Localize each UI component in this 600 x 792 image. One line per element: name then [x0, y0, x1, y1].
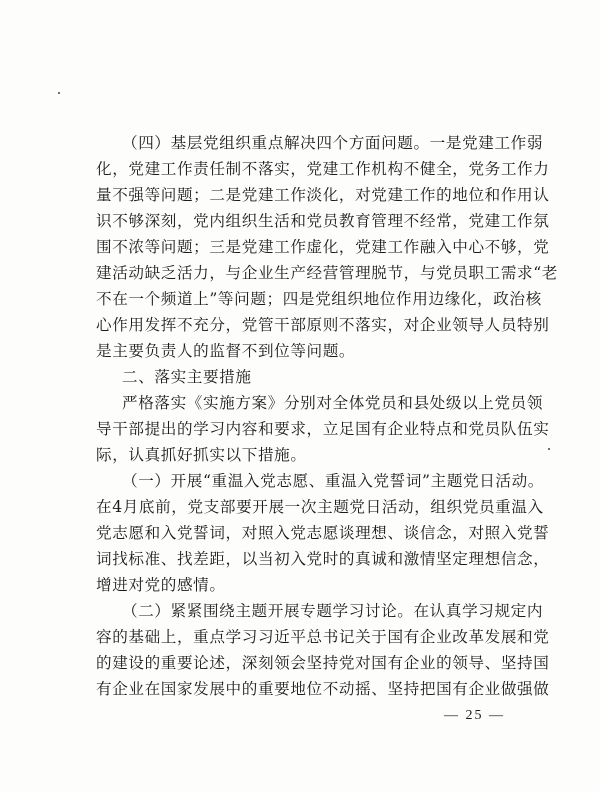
- paragraph-line: 在4月底前，党支部要开展一次主题党日活动，组织党员重温入: [96, 498, 544, 516]
- paragraph-line: 词找标准、找差距，以当初入党时的真诚和激情坚定理想信念，: [96, 550, 550, 568]
- paragraph-line: 导干部提出的学习内容和要求，立足国有企业特点和党员队伍实: [96, 420, 550, 438]
- paragraph-line: （二）紧紧围绕主题开展专题学习讨论。在认真学习规定内: [122, 602, 544, 620]
- scan-speck: [548, 448, 550, 450]
- page-number: — 25 —: [444, 708, 505, 723]
- paragraph-line: 严格落实《实施方案》分别对全体党员和县处级以上党员领: [122, 394, 544, 412]
- paragraph-line: 围不浓等问题；三是党建工作虚化，党建工作融入中心不够，党: [96, 238, 550, 256]
- paragraph-line: （一）开展“重温入党志愿、重温入党誓词”主题党日活动。: [122, 472, 544, 490]
- paragraph-line: 识不够深刻，党内组织生活和党员教育管理不经常，党建工作氛: [96, 212, 550, 230]
- paragraph-line: 建活动缺乏活力，与企业生产经营管理脱节，与党员职工需求“老: [96, 264, 558, 282]
- paragraph-line: 量不强等问题；二是党建工作淡化，对党建工作的地位和作用认: [96, 186, 550, 204]
- paragraph-line: （四）基层党组织重点解决四个方面问题。一是党建工作弱: [122, 134, 544, 152]
- paragraph-line: 增进对党的感情。: [96, 576, 226, 594]
- section-heading: 二、落实主要措施: [122, 368, 252, 386]
- paragraph-line: 心作用发挥不充分，党管干部原则不落实，对企业领导人员特别: [96, 316, 550, 334]
- paragraph-line: 党志愿和入党誓词，对照入党志愿谈理想、谈信念，对照入党誓: [96, 524, 550, 542]
- paragraph-line: 容的基础上，重点学习习近平总书记关于国有企业改革发展和党: [96, 628, 550, 646]
- paragraph-line: 不在一个频道上”等问题；四是党组织地位作用边缘化，政治核: [96, 290, 542, 308]
- paragraph-line: 化，党建工作责任制不落实，党建工作机构不健全，党务工作力: [96, 160, 550, 178]
- scan-speck: [58, 92, 60, 94]
- paragraph-line: 际，认真抓好抓实以下措施。: [96, 446, 307, 464]
- paragraph-line: 是主要负责人的监督不到位等问题。: [96, 342, 356, 360]
- paragraph-line: 的建设的重要论述，深刻领会坚持党对国有企业的领导、坚持国: [96, 654, 550, 672]
- paragraph-line: 有企业在国家发展中的重要地位不动摇、坚持把国有企业做强做: [96, 680, 550, 698]
